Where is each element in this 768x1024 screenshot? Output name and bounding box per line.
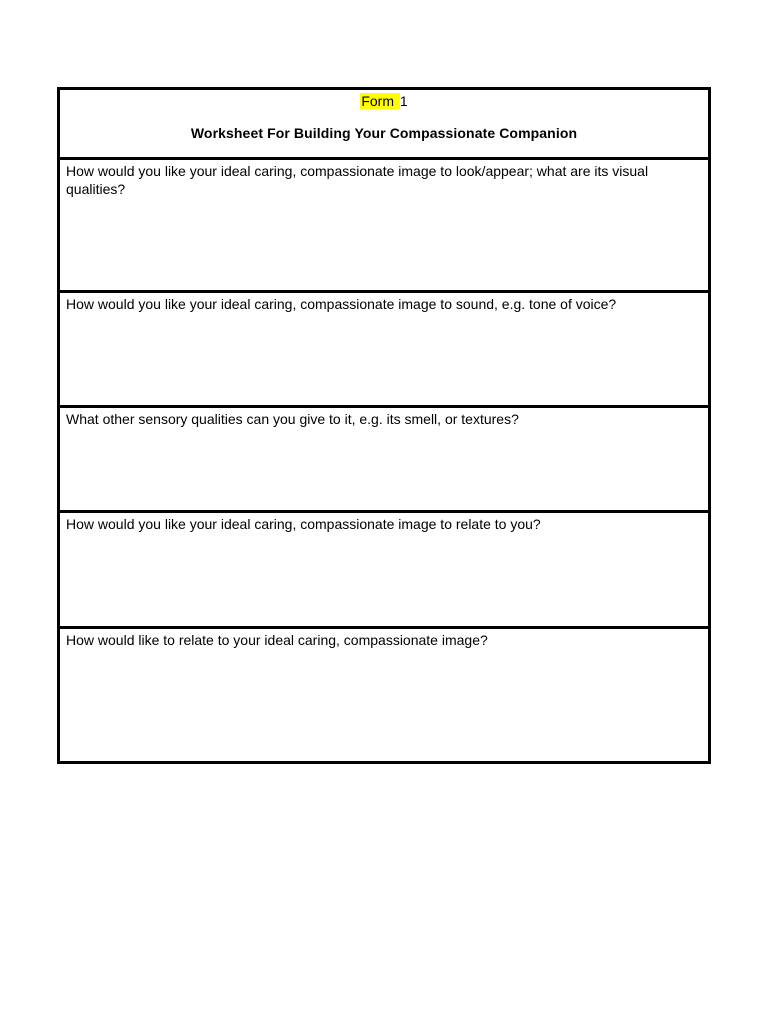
header-row — [59, 89, 710, 159]
question-row — [59, 628, 710, 763]
question-sensory: What other sensory qualities can you give to it, e.g. its smell, or textures? — [66, 411, 519, 427]
question-sound: How would you like your ideal caring, compassionate image to sound, e.g. tone of voice? — [66, 296, 617, 312]
worksheet-table — [57, 87, 711, 764]
question-row — [59, 292, 710, 407]
answer-cell-relate-to-you[interactable] — [59, 512, 710, 628]
worksheet-title: Worksheet For Building Your Compassionate Companion — [190, 125, 578, 141]
answer-cell-sensory[interactable] — [59, 407, 710, 512]
question-appearance: How would you like your ideal caring, compassionate image to look/appear; what are its visual qualities? — [66, 163, 649, 197]
answer-cell-appearance[interactable] — [59, 159, 710, 292]
question-row — [59, 159, 710, 292]
header-cell — [59, 89, 710, 159]
question-row — [59, 512, 710, 628]
form-label — [60, 93, 708, 109]
question-relate-to-you: How would you like your ideal caring, compassionate image to relate to you? — [66, 516, 541, 532]
form-highlight: Form — [361, 93, 398, 109]
answer-cell-sound[interactable] — [59, 292, 710, 407]
form-number: 1 — [399, 93, 408, 109]
answer-cell-relate-to-image[interactable] — [59, 628, 710, 763]
question-relate-to-image: How would like to relate to your ideal caring, compassionate image? — [66, 632, 488, 648]
question-row — [59, 407, 710, 512]
